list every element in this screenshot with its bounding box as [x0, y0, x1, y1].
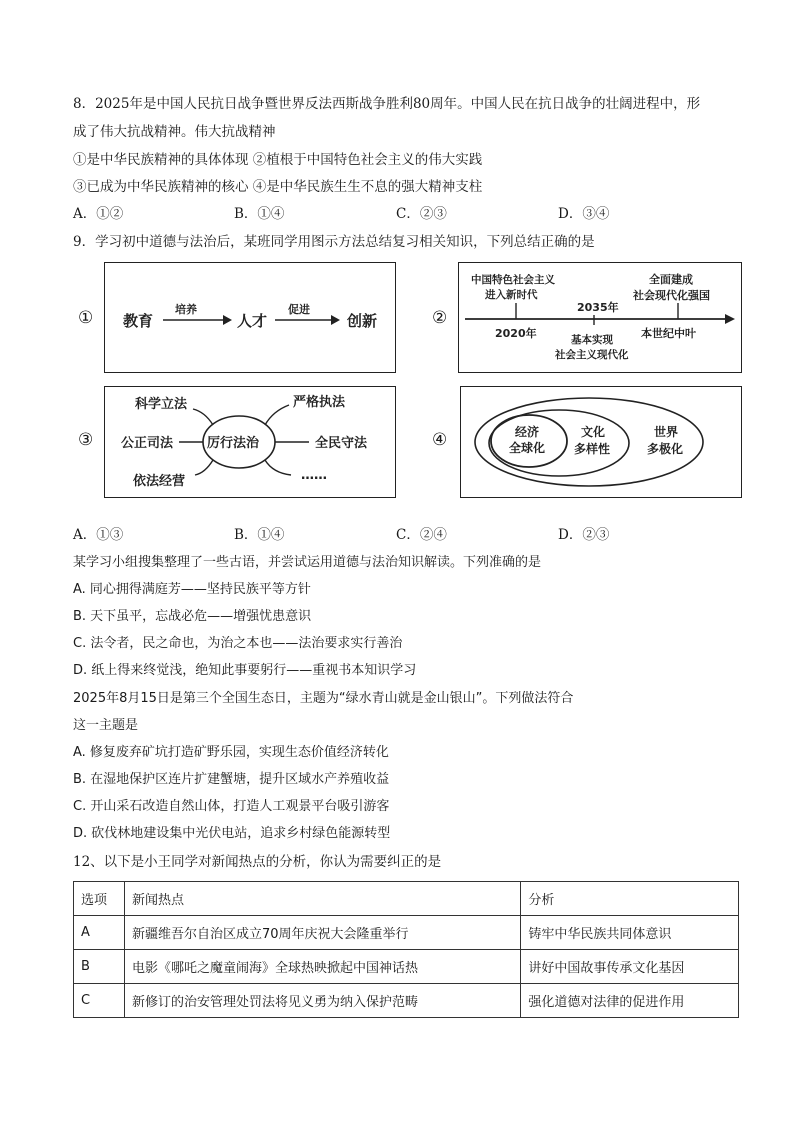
- q8-stem-line2: 成了伟大抗战精神。伟大抗战精神: [73, 124, 276, 140]
- q10-option-a: A. 同心拥得满庭芳——坚持民族平等方针: [73, 582, 311, 597]
- q11-option-d: D. 砍伐林地建设集中光伏电站，追求乡村绿色能源转型: [73, 826, 391, 841]
- q8-option-c: C．②③: [396, 206, 447, 222]
- fig3-branch1-line: [193, 409, 213, 425]
- fig3-branch6-line: [265, 460, 291, 475]
- q10-option-d: D. 纸上得来终觉浅，绝知此事要躬行——重视书本知识学习: [73, 663, 417, 678]
- row-b-analysis: 讲好中国故事传承文化基因: [521, 950, 739, 984]
- fig3-branch3-label: 公正司法: [121, 436, 174, 451]
- fig1-arrow2-label: 促进: [288, 303, 310, 316]
- row-c-option: C: [74, 984, 125, 1018]
- fig2-top2: 2035年: [577, 301, 619, 314]
- fig1-node-education: 教育: [123, 312, 154, 330]
- fig2-bottom2-line1: 基本实现: [571, 334, 613, 346]
- fig3-branch2-line: [265, 405, 289, 425]
- row-c-analysis: 强化道德对法律的促进作用: [521, 984, 739, 1018]
- fig2-bottom2-line2: 社会主义现代化: [555, 349, 629, 361]
- q9-option-b: B．①④: [234, 527, 285, 543]
- fig1-node-innovation: 创新: [347, 312, 378, 330]
- fig3-branch4-label: 全民守法: [315, 436, 368, 451]
- fig4-middle-line1: 文化: [581, 425, 606, 439]
- row-a-analysis: 铸牢中华民族共同体意识: [521, 916, 739, 950]
- q11-option-b: B. 在湿地保护区连片扩建蟹塘，提升区域水产养殖收益: [73, 772, 390, 787]
- table-header-row: [74, 882, 739, 916]
- figure-4-nested-ellipses: [461, 387, 740, 496]
- fig2-top1-line1: 中国特色社会主义: [471, 274, 555, 286]
- fig2-top3-line1: 全面建成: [649, 273, 693, 286]
- fig4-outer-line2: 多极化: [647, 442, 684, 456]
- q12-table: [73, 881, 739, 1018]
- header-analysis: 分析: [521, 882, 739, 916]
- fig2-top1-line2: 进入新时代: [485, 289, 538, 301]
- q10-option-c: C. 法令者，民之命也，为治之本也——法治要求实行善治: [73, 636, 403, 651]
- q10-stem: 某学习小组搜集整理了一些古语，并尝试运用道德与法治知识解读。下列准确的是: [73, 555, 542, 570]
- fig3-branch6-label: ……: [301, 468, 327, 483]
- row-b-option: B: [74, 950, 125, 984]
- q9-option-d: D．②③: [558, 527, 610, 543]
- q8-stem-line1: 8．2025年是中国人民抗日战争暨世界反法西斯战争胜利80周年。中国人民在抗日战争的壮阔进程中，形: [73, 96, 701, 112]
- fig1-arrow1-head: [223, 315, 232, 325]
- q8-option-a: A．①②: [73, 206, 124, 222]
- figure-3-box: [104, 386, 396, 498]
- q11-option-c: C. 开山采石改造自然山体，打造人工观景平台吸引游客: [73, 799, 390, 814]
- fig3-number: ③: [78, 430, 94, 450]
- q11-option-a: A. 修复废弃矿坑打造矿野乐园，实现生态价值经济转化: [73, 745, 389, 760]
- q11-stem-line2: 这一主题是: [73, 718, 139, 733]
- fig2-bottom1: 2020年: [495, 327, 537, 340]
- q11-stem-line1: 2025年8月15日是第三个全国生态日，主题为“绿水青山就是金山银山”。下列做法符合: [73, 691, 574, 706]
- header-option: 选项: [74, 882, 125, 916]
- fig4-middle-line2: 多样性: [574, 442, 611, 456]
- q9-option-a: A．①③: [73, 527, 124, 543]
- fig3-branch5-line: [195, 460, 213, 475]
- fig3-branch2-label: 严格执法: [293, 395, 346, 410]
- figure-4-box: [460, 386, 742, 498]
- header-news: 新闻热点: [124, 882, 520, 916]
- q9-stem: 9．学习初中道德与法治后，某班同学用图示方法总结复习相关知识，下列总结正确的是: [73, 234, 595, 250]
- fig4-number: ④: [432, 430, 448, 450]
- fig2-number: ②: [432, 308, 448, 328]
- fig2-axis-arrowhead: [725, 314, 735, 324]
- figure-2-timeline: [459, 263, 741, 371]
- q10-option-b: B. 天下虽平，忘战必危——增强忧患意识: [73, 609, 312, 624]
- figure-2-box: [458, 262, 742, 373]
- fig1-number: ①: [78, 308, 94, 328]
- figure-1-box: [104, 262, 396, 373]
- fig3-branch1-label: 科学立法: [135, 397, 188, 412]
- q9-option-c: C．②④: [396, 527, 447, 543]
- fig1-arrow2-head: [331, 315, 340, 325]
- fig2-bottom3: 本世纪中叶: [641, 327, 696, 340]
- fig4-inner-line1: 经济: [515, 425, 540, 439]
- fig2-top3-line2: 社会现代化强国: [633, 289, 710, 302]
- table-row: [74, 916, 739, 950]
- fig1-arrow1-label: 培养: [175, 303, 197, 316]
- q8-option-b: B．①④: [234, 206, 285, 222]
- fig3-branch5-label: 依法经营: [133, 474, 186, 489]
- fig4-inner-line2: 全球化: [509, 441, 546, 455]
- table-row: [74, 984, 739, 1018]
- table-row: [74, 950, 739, 984]
- row-a-news: 新疆维吾尔自治区成立70周年庆祝大会隆重举行: [124, 916, 520, 950]
- q8-option-d: D．③④: [558, 206, 610, 222]
- figure-3-mindmap: [105, 387, 395, 496]
- fig1-node-talent: 人才: [237, 312, 268, 330]
- q8-item-line2: ③已成为中华民族精神的核心 ④是中华民族生生不息的强大精神支柱: [73, 179, 483, 195]
- row-c-news: 新修订的治安管理处罚法将见义勇为纳入保护范畴: [124, 984, 520, 1018]
- figure-1-flow: [105, 263, 395, 371]
- row-b-news: 电影《哪吒之魔童闹海》全球热映掀起中国神话热: [124, 950, 520, 984]
- row-a-option: A: [74, 916, 125, 950]
- fig3-center-label: 厉行法治: [207, 436, 260, 451]
- q12-stem: 12、以下是小王同学对新闻热点的分析，你认为需要纠正的是: [73, 854, 442, 870]
- fig4-outer-line1: 世界: [654, 425, 679, 439]
- q8-item-line1: ①是中华民族精神的具体体现 ②植根于中国特色社会主义的伟大实践: [73, 152, 483, 168]
